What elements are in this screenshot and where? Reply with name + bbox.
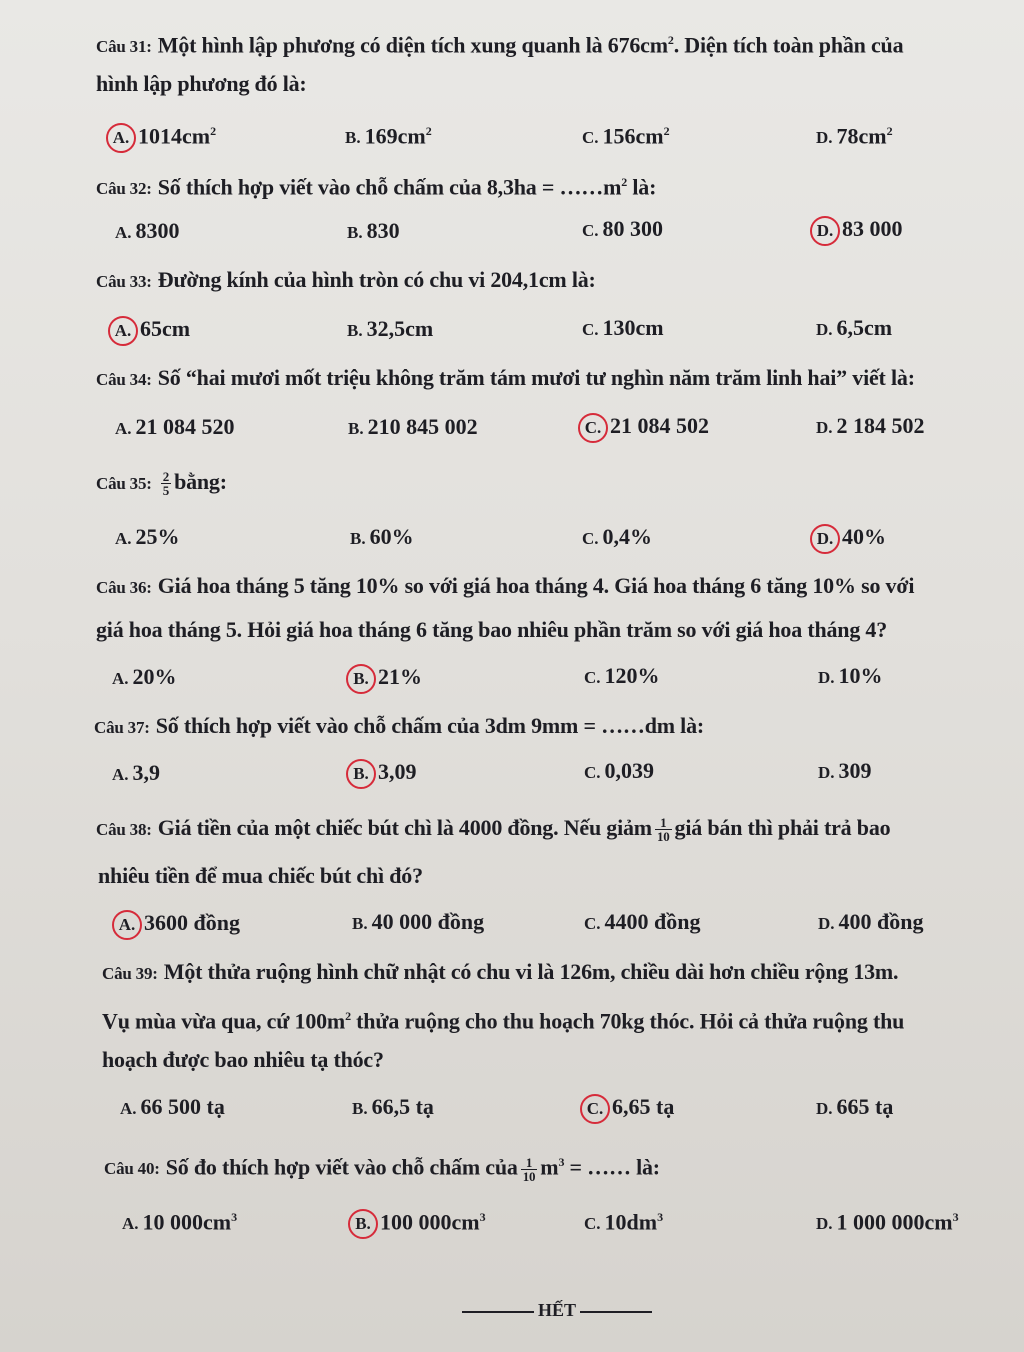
option-value: 66,5 tạ — [371, 1094, 434, 1119]
option-36-a[interactable] — [112, 662, 177, 694]
option-letter: B. — [345, 128, 361, 148]
superscript: 2 — [621, 175, 628, 189]
option-letter: A. — [122, 1214, 139, 1234]
option-letter: D. — [810, 216, 840, 246]
option-34-c[interactable] — [582, 411, 709, 443]
option-39-a[interactable] — [120, 1092, 225, 1124]
divider — [462, 1311, 534, 1313]
option-letter: C. — [582, 221, 599, 240]
option-40-a[interactable] — [122, 1202, 237, 1239]
question-text: Một hình lập phương có diện tích xung quanh là 676cm — [157, 32, 668, 58]
option-32-a[interactable] — [115, 216, 180, 248]
option-value: 6,5cm — [836, 315, 893, 340]
fraction-numerator: 1 — [521, 1156, 538, 1170]
question-label: Câu 33: — [96, 272, 152, 291]
option-letter: B. — [350, 529, 366, 548]
option-letter: B. — [352, 914, 368, 933]
option-value: 65cm — [140, 316, 191, 341]
option-35-a[interactable] — [115, 522, 180, 554]
question-label: Câu 32: — [96, 179, 152, 199]
option-value: 130cm — [602, 315, 664, 340]
option-value: 4400 đồng — [604, 909, 701, 934]
fraction-denominator: 10 — [522, 1168, 536, 1184]
superscript: 3 — [657, 1210, 664, 1224]
option-letter: B. — [348, 419, 364, 438]
option-39-b[interactable] — [352, 1092, 434, 1124]
option-letter: C. — [580, 1094, 610, 1124]
option-letter: B. — [346, 664, 376, 694]
question-label: Câu 39: — [102, 964, 158, 983]
option-letter: C. — [584, 668, 601, 687]
option-32-d[interactable] — [814, 214, 903, 246]
option-value: 120% — [604, 663, 660, 688]
option-letter: B. — [347, 321, 363, 340]
option-31-b[interactable] — [345, 116, 432, 153]
option-33-d[interactable] — [816, 313, 892, 345]
option-31-a[interactable] — [110, 116, 216, 153]
option-38-a[interactable] — [116, 908, 240, 940]
fraction-denominator: 10 — [656, 829, 670, 845]
option-letter: C. — [582, 128, 599, 148]
option-38-d[interactable] — [818, 907, 924, 939]
option-letter: A. — [115, 419, 132, 438]
superscript: 2 — [667, 33, 674, 47]
option-value: 83 000 — [842, 216, 903, 241]
option-38-b[interactable] — [352, 907, 484, 939]
question-text: . Diện tích toàn phần của — [673, 32, 904, 58]
option-letter: B. — [346, 759, 376, 789]
fraction — [655, 816, 672, 843]
superscript: 3 — [479, 1210, 486, 1224]
question-text: Vụ mùa vừa qua, cứ 100m — [102, 1008, 346, 1034]
superscript: 2 — [345, 1009, 351, 1023]
question-32 — [96, 160, 656, 211]
option-value: 8300 — [135, 218, 180, 243]
question-text: giá bán thì phải trả bao — [674, 815, 891, 840]
option-32-c[interactable] — [582, 214, 663, 246]
option-value: 25% — [135, 524, 180, 549]
question-38-line2: nhiêu tiền để mua chiếc bút chì đó? — [98, 863, 423, 888]
option-31-d[interactable] — [816, 116, 893, 153]
option-37-b[interactable] — [350, 757, 417, 789]
option-letter: D. — [816, 320, 833, 339]
option-value: 40 000 đồng — [371, 909, 485, 934]
option-37-d[interactable] — [818, 756, 872, 788]
option-letter: D. — [818, 668, 835, 687]
option-value: 21 084 502 — [610, 413, 709, 438]
option-letter: C. — [582, 529, 599, 548]
option-37-a[interactable] — [112, 758, 160, 790]
option-36-d[interactable] — [818, 661, 883, 693]
question-label: Câu 40: — [104, 1159, 160, 1179]
option-33-c[interactable] — [582, 313, 664, 345]
question-label: Câu 35: — [96, 474, 152, 493]
question-36 — [96, 564, 914, 610]
option-letter: D. — [816, 1099, 833, 1118]
question-label: Câu 34: — [96, 370, 152, 389]
option-37-c[interactable] — [584, 756, 654, 788]
option-letter: A. — [106, 123, 136, 153]
option-value: 1014cm — [138, 123, 211, 149]
option-value: 1 000 000cm — [836, 1209, 953, 1235]
option-letter: B. — [348, 1209, 378, 1239]
option-34-b[interactable] — [348, 412, 478, 444]
option-letter: A. — [108, 316, 138, 346]
question-text: là: — [627, 174, 657, 200]
option-value: 210 845 002 — [367, 414, 478, 439]
option-letter: A. — [112, 669, 129, 688]
option-35-d[interactable] — [814, 522, 886, 554]
option-39-d[interactable] — [816, 1092, 893, 1124]
question-text: = …… là: — [564, 1154, 660, 1180]
option-34-d[interactable] — [816, 411, 925, 443]
question-text: bằng: — [174, 469, 227, 494]
option-value: 830 — [366, 218, 400, 243]
divider — [580, 1311, 652, 1313]
option-value: 32,5cm — [366, 316, 434, 341]
superscript: 2 — [663, 124, 670, 138]
question-38 — [96, 806, 890, 852]
option-40-d[interactable] — [816, 1202, 959, 1239]
option-value: 10dm — [604, 1209, 658, 1235]
option-value: 309 — [838, 758, 872, 783]
option-40-b[interactable] — [352, 1202, 486, 1239]
option-value: 3600 đồng — [144, 910, 240, 935]
superscript: 3 — [558, 1155, 565, 1169]
fraction-numerator: 1 — [655, 816, 672, 830]
option-35-c[interactable] — [582, 522, 652, 554]
option-letter: D. — [816, 1214, 833, 1234]
question-label: Câu 37: — [94, 718, 150, 737]
question-text: Một thửa ruộng hình chữ nhật có chu vi là 126m, chiều dài hơn chiều rộng 13m. — [163, 959, 899, 984]
option-value: 10% — [838, 663, 883, 688]
superscript: 2 — [886, 124, 893, 138]
question-31-line2: hình lập phương đó là: — [96, 71, 307, 96]
option-value: 2 184 502 — [836, 413, 925, 438]
option-value: 169cm — [364, 123, 426, 149]
option-value: 3,09 — [378, 759, 417, 784]
question-34 — [96, 356, 915, 402]
option-33-b[interactable] — [347, 314, 433, 346]
question-text: Đường kính của hình tròn có chu vi 204,1cm là: — [157, 267, 596, 292]
option-letter: B. — [347, 223, 363, 242]
question-text: Số “hai mươi mốt triệu không trăm tám mươi tư nghìn năm trăm linh hai” viết là: — [157, 365, 915, 390]
question-40 — [104, 1140, 660, 1191]
end-text: HẾT — [538, 1300, 577, 1320]
option-value: 40% — [842, 524, 886, 549]
question-39-line3: hoạch được bao nhiêu tạ thóc? — [102, 1047, 384, 1072]
option-32-b[interactable] — [347, 216, 400, 248]
question-39 — [102, 950, 898, 996]
option-value: 80 300 — [602, 216, 664, 241]
option-letter: D. — [810, 524, 840, 554]
option-value: 21% — [378, 664, 422, 689]
question-text: thửa ruộng cho thu hoạch 70kg thóc. Hỏi cả thửa ruộng thu — [350, 1008, 905, 1034]
option-40-c[interactable] — [584, 1202, 663, 1239]
option-38-c[interactable] — [584, 907, 701, 939]
fraction-denominator: 5 — [162, 483, 170, 499]
superscript: 2 — [210, 124, 217, 138]
superscript: 3 — [952, 1210, 959, 1224]
option-letter: C. — [582, 320, 599, 339]
superscript: 3 — [231, 1210, 238, 1224]
question-label: Câu 36: — [96, 578, 152, 597]
question-37 — [94, 704, 704, 750]
option-31-c[interactable] — [582, 116, 670, 153]
option-33-a[interactable] — [112, 314, 190, 346]
option-value: 21 084 520 — [135, 414, 235, 439]
option-value: 10 000cm — [142, 1209, 232, 1235]
end-marker — [458, 1300, 656, 1321]
option-value: 100 000cm — [380, 1209, 480, 1235]
fraction-numerator: 2 — [162, 469, 170, 485]
question-text: Số thích hợp viết vào chỗ chấm của 8,3ha = ……m — [157, 174, 622, 200]
question-35 — [96, 460, 227, 506]
option-value: 0,4% — [602, 524, 653, 549]
option-value: 400 đồng — [838, 909, 924, 934]
option-letter: A. — [115, 529, 132, 548]
superscript: 2 — [425, 124, 432, 138]
option-letter: B. — [352, 1099, 368, 1118]
option-letter: C. — [584, 763, 601, 782]
question-text: Số đo thích hợp viết vào chỗ chấm của — [165, 1154, 518, 1180]
question-text: m — [540, 1154, 559, 1180]
option-letter: D. — [816, 418, 833, 437]
question-33 — [96, 258, 596, 304]
option-letter: C. — [578, 413, 608, 443]
question-39-line2 — [102, 994, 904, 1043]
option-letter: A. — [112, 910, 142, 940]
option-letter: C. — [584, 914, 601, 933]
question-36-line2: giá hoa tháng 5. Hỏi giá hoa tháng 6 tăng bao nhiêu phần trăm so với giá hoa tháng 4? — [96, 617, 888, 642]
option-35-b[interactable] — [350, 522, 414, 554]
option-36-b[interactable] — [350, 662, 422, 694]
fraction — [521, 1156, 538, 1183]
option-value: 0,039 — [604, 758, 655, 783]
question-text: Giá hoa tháng 5 tăng 10% so với giá hoa tháng 4. Giá hoa tháng 6 tăng 10% so với — [157, 573, 915, 598]
option-value: 20% — [132, 664, 177, 689]
option-letter: D. — [816, 128, 833, 148]
option-value: 60% — [369, 524, 414, 549]
option-letter: A. — [120, 1099, 137, 1118]
option-36-c[interactable] — [584, 661, 660, 693]
option-letter: C. — [584, 1214, 601, 1234]
option-letter: D. — [818, 914, 835, 933]
option-value: 3,9 — [132, 760, 161, 785]
question-label: Câu 31: — [96, 37, 152, 57]
question-text: Giá tiền của một chiếc bút chì là 4000 đồng. Nếu giảm — [157, 815, 652, 840]
fraction — [161, 470, 171, 497]
option-letter: A. — [112, 765, 129, 784]
option-39-c[interactable] — [584, 1092, 674, 1124]
option-value: 156cm — [602, 123, 664, 149]
option-letter: D. — [818, 763, 835, 782]
question-text: Số thích hợp viết vào chỗ chấm của 3dm 9mm = ……dm là: — [155, 713, 704, 738]
option-value: 665 tạ — [836, 1094, 894, 1119]
option-value: 78cm — [836, 123, 887, 149]
option-value: 6,65 tạ — [612, 1094, 675, 1119]
option-letter: A. — [115, 223, 132, 242]
question-label: Câu 38: — [96, 820, 152, 839]
option-34-a[interactable] — [115, 412, 235, 444]
option-value: 66 500 tạ — [140, 1094, 225, 1119]
